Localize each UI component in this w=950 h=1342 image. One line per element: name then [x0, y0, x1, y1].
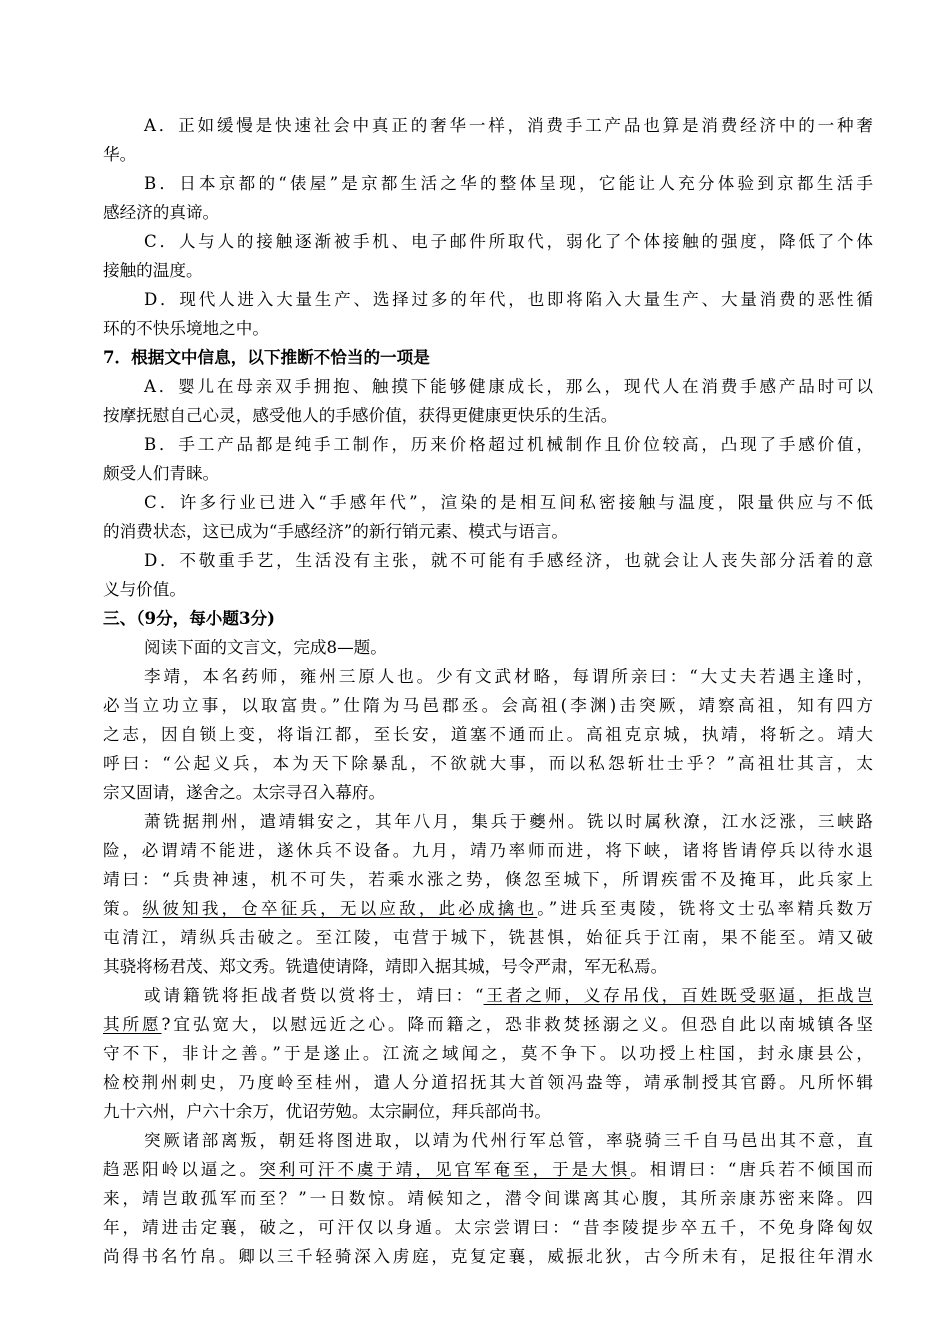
passage-p2-line: 屯清江，靖纵兵击破之。至江陵，屯营于城下，铣甚惧，始征兵于江南，果不能至。靖又破	[103, 928, 873, 947]
q7-option-a-line2: 按摩抚慰自己心灵，感受他人的手感价值，获得更健康更快乐的生活。	[103, 406, 618, 425]
passage-p2-line: 险，必谓靖不能进，遂休兵不设备。九月，靖乃率师而进，将下峡，诸将皆请停兵以待水退	[103, 841, 873, 860]
passage-p2-line: 靖曰：“兵贵神速，机不可失，若乘水涨之势，倏忽至城下，所谓疾雷不及掩耳，此兵家上	[103, 870, 873, 889]
text-segment: ?宜弘宽大，以慰远近之心。降而籍之，恐非救焚拯溺之义。但恐自此以南城镇各坚	[161, 1015, 873, 1034]
underlined-sentence: 王者之师，义存吊伐，百姓既受驱逼，拒战岂	[483, 986, 873, 1005]
passage-p4-line: 尚得书名竹帛。卿以三千轻骑深入虏庭，克复定襄，威振北狄，古今所未有，足报往年渭水	[103, 1247, 873, 1266]
passage-p2-line: 萧铣据荆州，遣靖辑安之，其年八月，集兵于夔州。铣以时属秋潦，江水泛涨，三峡路	[144, 812, 873, 831]
q6-option-b-line1: B．日本京都的“俵屋”是京都生活之华的整体呈现，它能让人充分体验到京都生活手	[144, 174, 873, 193]
passage-p3-line	[103, 981, 873, 1010]
passage-p3-line: 守不下，非计之善。”于是遂止。江流之域闻之，莫不争下。以功授上柱国，封永康县公，	[103, 1044, 873, 1063]
q7-option-d-line1: D．不敬重手艺，生活没有主张，就不可能有手感经济，也就会让人丧失部分活着的意	[144, 551, 873, 570]
passage-p3-line	[103, 1010, 873, 1039]
q6-option-d-line2: 环的不快乐境地之中。	[103, 319, 269, 338]
text-segment: 或请籍铣将拒战者赀以赏将士，靖曰：“	[144, 986, 484, 1005]
passage-p3-line: 检校荆州刺史，乃度岭至桂州，遣人分道招抚其大首领冯盎等，靖承制授其官爵。凡所怀辑	[103, 1073, 873, 1092]
passage-p1-line: 李靖，本名药师，雍州三原人也。少有文武材略，每谓所亲曰：“大丈夫若遇主逢时，	[144, 667, 873, 686]
q7-option-c-line1: C．许多行业已进入“手感年代”，渲染的是相互间私密接触与温度，限量供应与不低	[144, 493, 873, 512]
passage-p4-line: 年，靖进击定襄，破之，可汗仅以身遁。太宗尝谓曰：“昔李陵提步卒五千，不免身降匈奴	[103, 1218, 873, 1237]
q7-option-c-line2: 的消费状态，这已成为“手感经济”的新行销元素、模式与语言。	[103, 522, 568, 541]
underlined-sentence: 纵彼知我，仓卒征兵，无以应敌，此必成擒也	[142, 899, 538, 918]
passage-p2-line: 其骁将杨君茂、郑文秀。铣遣使请降，靖即入据其城，号令严肃，军无私焉。	[103, 957, 668, 976]
q6-option-b-line2: 感经济的真谛。	[103, 203, 220, 222]
q6-option-c-line1: C．人与人的接触逐渐被手机、电子邮件所取代，弱化了个体接触的强度，降低了个体	[144, 232, 873, 251]
underlined-sentence: 其所愿	[103, 1015, 162, 1034]
passage-p4-line: 突厥诸部离叛，朝廷将图进取，以靖为代州行军总管，率骁骑三千自马邑出其不意，直	[144, 1131, 873, 1150]
q7-option-b-line1: B．手工产品都是纯手工制作，历来价格超过机械制作且价位较高，凸现了手感价值，	[144, 435, 873, 454]
passage-p1-line: 之志，因自锁上变，将诣江都，至长安，道塞不通而止。高祖克京城，执靖，将斩之。靖大	[103, 725, 873, 744]
text-segment: 。”进兵至夷陵，铣将文士弘率精兵数万	[537, 899, 873, 918]
q7-option-b-line2: 颇受人们青睐。	[103, 464, 220, 483]
q6-options	[103, 111, 873, 1271]
passage-p1-line: 必当立功立事，以取富贵。”仕隋为马邑郡丞。会高祖(李渊)击突厥，靖察高祖，知有四方	[103, 696, 873, 715]
section-three-heading: 三、（9分，每小题3分)	[103, 608, 275, 628]
passage-p1-line: 呼曰：“公起义兵，本为天下除暴乱，不欲就大事，而以私怨斩壮士乎？”高祖壮其言，太	[103, 754, 873, 773]
underlined-sentence: 突利可汗不虞于靖，见官军奄至，于是大惧	[259, 1160, 631, 1179]
text-segment: 。相谓曰：“唐兵若不倾国而	[630, 1160, 873, 1179]
q7-title: 7．根据文中信息，以下推断不恰当的一项是	[103, 347, 430, 367]
passage-p2-line	[103, 894, 873, 923]
passage-p3-line: 九十六州，户六十余万，优诏劳勉。太宗嗣位，拜兵部尚书。	[103, 1102, 552, 1121]
text-segment: 趋恶阳岭以逼之。	[103, 1160, 260, 1179]
passage-p4-line	[103, 1155, 873, 1184]
q7-option-d-line2: 义与价值。	[103, 580, 186, 599]
q6-option-a-line1: A．正如缓慢是快速社会中真正的奢华一样，消费手工产品也算是消费经济中的一种奢	[144, 116, 873, 135]
q6-option-d-line1: D．现代人进入大量生产、选择过多的年代，也即将陷入大量生产、大量消费的恶性循	[144, 290, 873, 309]
passage-p4-line: 来，靖岂敢孤军而至？”一日数惊。靖候知之，潜令间谍离其心腹，其所亲康苏密来降。四	[103, 1189, 873, 1208]
q6-option-c-line2: 接触的温度。	[103, 261, 203, 280]
section-three-intro: 阅读下面的文言文，完成8—题。	[144, 638, 387, 657]
text-segment: 策。	[103, 899, 143, 918]
passage-p1-line: 宗又固请，遂舍之。太宗寻召入幕府。	[103, 783, 386, 802]
q6-option-a-line2: 华。	[103, 145, 137, 164]
q7-option-a-line1: A．婴儿在母亲双手拥抱、触摸下能够健康成长，那么，现代人在消费手感产品时可以	[144, 377, 873, 396]
